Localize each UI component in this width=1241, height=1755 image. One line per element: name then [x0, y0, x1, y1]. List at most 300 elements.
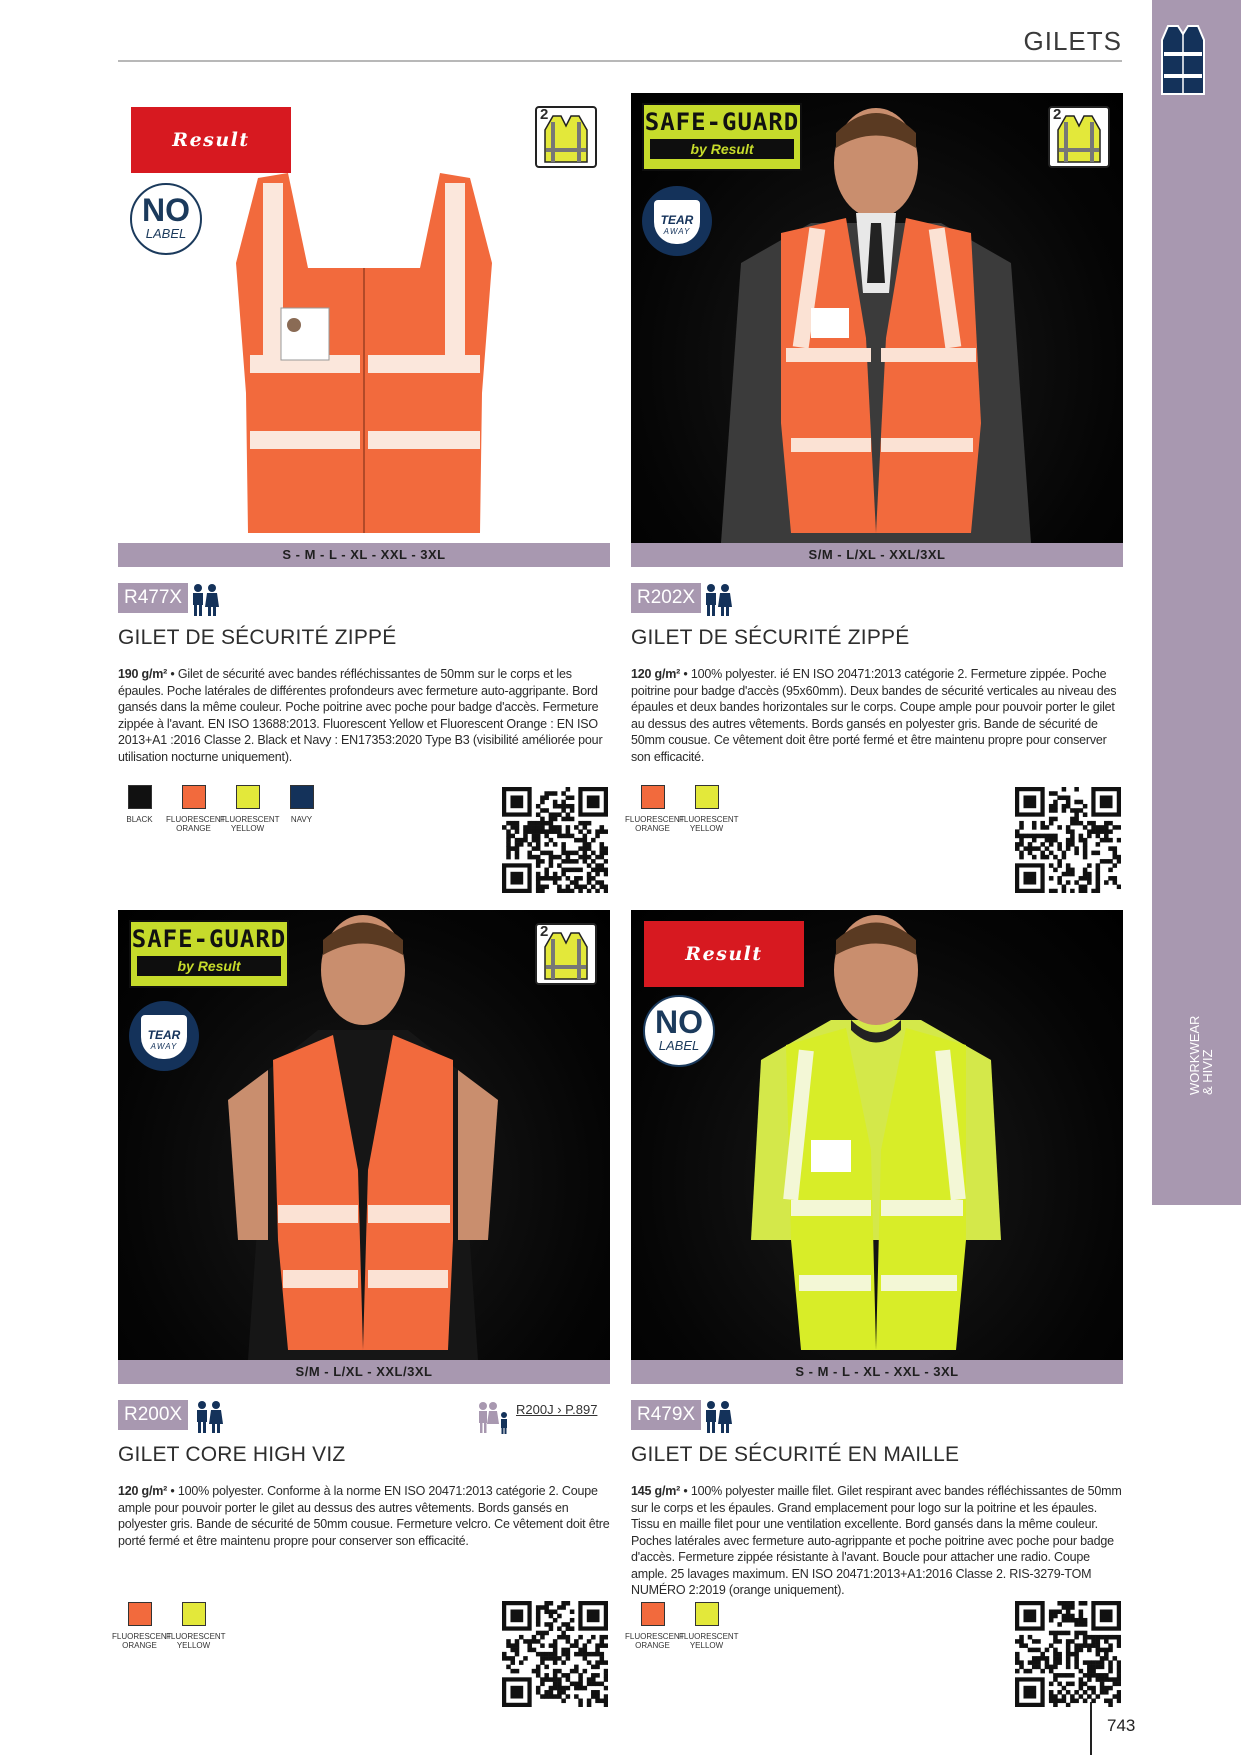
qr-module [1117, 859, 1121, 864]
color-swatch[interactable] [625, 785, 685, 833]
qr-module [510, 1669, 515, 1674]
qr-module [1049, 1694, 1054, 1699]
qr-module [1091, 1686, 1096, 1691]
qr-module [1032, 855, 1037, 860]
qr-module [561, 1601, 566, 1606]
qr-module [1066, 829, 1071, 834]
qr-module [591, 1677, 596, 1682]
qr-module [578, 1673, 583, 1678]
qr-module [1062, 1601, 1067, 1606]
qr-module [595, 1699, 600, 1704]
color-swatch[interactable] [112, 1602, 172, 1650]
qr-module [1032, 1639, 1037, 1644]
qr-module [536, 885, 541, 890]
qr-module [574, 838, 579, 843]
qr-module [527, 825, 532, 830]
swatch-box [695, 785, 719, 809]
qr-module [544, 834, 549, 839]
qr-module [532, 846, 537, 851]
qr-module [515, 855, 520, 860]
qr-module [549, 1643, 554, 1648]
qr-module [1104, 1635, 1109, 1640]
qr-module [1113, 863, 1118, 868]
qr-module [544, 1690, 549, 1695]
qr-module [540, 795, 545, 800]
qr-module [532, 1635, 537, 1640]
qr-module [544, 868, 549, 873]
qr-module [1049, 851, 1054, 856]
page-number: 743 [1107, 1716, 1136, 1735]
crossref-text[interactable]: R200J › P.897 [516, 1402, 598, 1417]
qr-module [1015, 1656, 1020, 1661]
qr-module [1032, 846, 1037, 851]
qr-module [561, 859, 566, 864]
qr-module [557, 1635, 562, 1640]
kids-family-icon [476, 1400, 510, 1434]
qr-finder-pattern [1023, 795, 1036, 808]
qr-module [1074, 1631, 1079, 1636]
qr-module [544, 795, 549, 800]
qr-module [1096, 1677, 1101, 1682]
qr-module [1087, 1643, 1092, 1648]
qr-module [595, 1665, 600, 1670]
qr-module [600, 825, 605, 830]
qr-module [1057, 795, 1062, 800]
qr-module [1070, 1605, 1075, 1610]
qr-module [1040, 821, 1045, 826]
qr-module [1028, 846, 1033, 851]
qr-module [1019, 851, 1024, 856]
qr-module [574, 1643, 579, 1648]
qr-module [1091, 1690, 1096, 1695]
color-swatch[interactable] [625, 1602, 685, 1650]
qr-module [1100, 825, 1105, 830]
qr-module [1015, 1660, 1020, 1665]
header-divider [118, 60, 1122, 62]
qr-module [1040, 851, 1045, 856]
qr-module [566, 1639, 571, 1644]
qr-module [544, 1609, 549, 1614]
qr-module [1074, 880, 1079, 885]
qr-module [1096, 868, 1101, 873]
qr-module [1100, 1635, 1105, 1640]
qr-module [566, 868, 571, 873]
qr-module [561, 1631, 566, 1636]
qr-module [578, 876, 583, 881]
qr-module [1019, 834, 1024, 839]
swatch-box [182, 1602, 206, 1626]
qr-module [1083, 825, 1088, 830]
qr-module [570, 1643, 575, 1648]
qr-module [561, 889, 566, 893]
qr-module [553, 800, 558, 805]
qr-module [566, 1601, 571, 1606]
qr-module [1049, 1614, 1054, 1619]
qr-module [549, 1626, 554, 1631]
qr-code[interactable] [502, 1601, 608, 1707]
color-swatch[interactable] [166, 785, 226, 833]
qr-module [553, 1694, 558, 1699]
swatch-box [695, 1602, 719, 1626]
qr-module [1074, 1648, 1079, 1653]
qr-module [1053, 838, 1058, 843]
qr-module [566, 1677, 571, 1682]
qr-module [1108, 868, 1113, 873]
color-swatch[interactable] [220, 785, 280, 833]
swatch-box [236, 785, 260, 809]
qr-module [595, 863, 600, 868]
qr-module [1070, 1694, 1075, 1699]
qr-module [540, 1694, 545, 1699]
size-bar: S/M - L/XL - XXL/3XL [118, 1360, 610, 1384]
qr-module [1104, 1673, 1109, 1678]
qr-module [540, 876, 545, 881]
qr-module [549, 838, 554, 843]
qr-module [557, 812, 562, 817]
qr-module [591, 1635, 596, 1640]
qr-module [540, 1631, 545, 1636]
color-swatch[interactable] [112, 785, 167, 824]
qr-module [1053, 1631, 1058, 1636]
sidebar-category-label [1188, 1016, 1214, 1095]
qr-module [561, 1652, 566, 1657]
qr-module [1087, 1660, 1092, 1665]
qr-module [604, 1643, 608, 1648]
qr-module [1091, 825, 1096, 830]
qr-module [1100, 829, 1105, 834]
qr-module [557, 825, 562, 830]
qr-module [583, 859, 588, 864]
qr-module [506, 855, 511, 860]
qr-module [1032, 825, 1037, 830]
qr-module [536, 1639, 541, 1644]
qr-module [553, 1660, 558, 1665]
qr-module [1053, 1699, 1058, 1704]
qr-module [1100, 1677, 1105, 1682]
qr-module [595, 889, 600, 893]
qr-module [553, 1673, 558, 1678]
qr-module [1079, 1614, 1084, 1619]
qr-module [549, 1652, 554, 1657]
qr-module [1117, 885, 1121, 890]
qr-module [1087, 1677, 1092, 1682]
qr-module [1028, 834, 1033, 839]
swatch-box [290, 785, 314, 809]
class-number: 2 [1053, 106, 1062, 123]
qr-module [574, 1669, 579, 1674]
qr-module [1066, 800, 1071, 805]
qr-module [1019, 1635, 1024, 1640]
qr-module [1108, 876, 1113, 881]
qr-module [591, 885, 596, 890]
qr-module [557, 804, 562, 809]
qr-module [1083, 1622, 1088, 1627]
qr-module [583, 1686, 588, 1691]
qr-module [1104, 859, 1109, 864]
qr-module [1057, 1622, 1062, 1627]
qr-module [540, 800, 545, 805]
qr-code[interactable] [502, 787, 608, 893]
product-description-text: 100% polyester maille filet. Gilet respirant avec bandes réfléchissantes de 50mm sur le corps et les épaules. Grand emplacement pour logo sur la poitrine et les épaules. Tissu en maille filet pour une ventilation excellente. Bord gansés dans la même couleur. Poches latérales avec fermeture auto-agrippante et poche poitrine avec poche pour badge d'accès. Fermeture zippée résistante à l'avant. Boucle pour attacher une radio. Coupe ample. 25 lavages maximum. EN ISO 20471:2013+A1:2016 Classe 2. RIS-3279-TOM NUMÉRO 2:2019 (orange uniquement). [631, 1484, 1122, 1597]
swatch-box [641, 785, 665, 809]
qr-module [1117, 1694, 1121, 1699]
qr-module [1091, 829, 1096, 834]
qr-module [595, 1652, 600, 1657]
qr-module [595, 1694, 600, 1699]
qr-module [574, 859, 579, 864]
qr-module [1062, 1614, 1067, 1619]
qr-module [544, 1673, 549, 1678]
qr-code[interactable] [1015, 1601, 1121, 1707]
qr-module [1070, 1601, 1075, 1606]
qr-module [549, 1690, 554, 1695]
qr-module [536, 834, 541, 839]
qr-module [532, 829, 537, 834]
qr-module [1066, 1631, 1071, 1636]
qr-module [544, 1694, 549, 1699]
qr-module [523, 834, 528, 839]
color-swatch[interactable] [274, 785, 329, 824]
qr-module [1083, 885, 1088, 890]
qr-finder-pattern [1023, 1686, 1036, 1699]
qr-module [549, 1694, 554, 1699]
qr-module [570, 795, 575, 800]
qr-module [1015, 834, 1020, 839]
qr-module [1066, 1665, 1071, 1670]
qr-module [578, 821, 583, 826]
away-text: AWAY [663, 227, 691, 236]
qr-module [1079, 838, 1084, 843]
qr-module [557, 876, 562, 881]
qr-module [583, 1656, 588, 1661]
qr-module [536, 812, 541, 817]
qr-module [587, 829, 592, 834]
size-bar: S/M - L/XL - XXL/3XL [631, 543, 1123, 567]
qr-module [583, 842, 588, 847]
qr-module [1062, 804, 1067, 809]
crossref-link[interactable] [516, 1402, 597, 1417]
qr-module [587, 889, 592, 893]
qr-module [570, 1626, 575, 1631]
qr-module [595, 1648, 600, 1653]
qr-module [1053, 1648, 1058, 1653]
qr-module [1117, 1699, 1121, 1704]
qr-module [1015, 1669, 1020, 1674]
tear-text: TEAR [660, 213, 694, 227]
qr-module [549, 825, 554, 830]
color-swatch[interactable] [166, 1602, 226, 1650]
qr-module [544, 842, 549, 847]
qr-module [1074, 787, 1079, 792]
qr-module [536, 1669, 541, 1674]
qr-module [553, 880, 558, 885]
qr-module [1036, 1639, 1041, 1644]
qr-module [1019, 838, 1024, 843]
color-swatch[interactable] [679, 785, 739, 833]
brand-safeguard-text: SAFE-GUARD [644, 108, 800, 136]
qr-module [587, 1703, 592, 1707]
qr-module [1104, 1699, 1109, 1704]
qr-module [1104, 1677, 1109, 1682]
qr-module [561, 817, 566, 822]
qr-module [578, 1635, 583, 1640]
qr-module [574, 1694, 579, 1699]
qr-module [1087, 829, 1092, 834]
qr-module [1053, 1660, 1058, 1665]
qr-module [1083, 1643, 1088, 1648]
qr-module [604, 1635, 608, 1640]
qr-module [1113, 846, 1118, 851]
qr-module [1040, 855, 1045, 860]
qr-module [1066, 825, 1071, 830]
qr-module [1100, 1660, 1105, 1665]
qr-module [1062, 1699, 1067, 1704]
qr-module [600, 863, 605, 868]
qr-module [1079, 1631, 1084, 1636]
qr-module [515, 1669, 520, 1674]
qr-module [1108, 838, 1113, 843]
qr-module [1062, 808, 1067, 813]
qr-module [536, 829, 541, 834]
qr-module [583, 825, 588, 830]
qr-module [540, 1643, 545, 1648]
qr-module [1070, 829, 1075, 834]
product-description: 120 g/m² • 100% polyester. ié EN ISO 20471:2013 catégorie 2. Fermeture zippée. Poche poitrine pour badge d'accès (95x60mm). Deux bandes de sécurité verticales au niveau des épaules et deux bandes horizontales sur le corps. Coupe ample pour pouvoir porter le gilet au dessus des autres vêtements. Bords gansés en polyester gris. Bande de sécurité de 50mm cousue. Ce vêtement doit être porté fermé et être maintenu propre pour conserver son efficacité. [631, 667, 1117, 764]
qr-module [1045, 1648, 1050, 1653]
qr-module [1108, 1677, 1113, 1682]
qr-module [1066, 1643, 1071, 1648]
qr-module [566, 795, 571, 800]
qr-module [561, 1686, 566, 1691]
qr-module [553, 1643, 558, 1648]
product-description-text: 100% polyester. Conforme à la norme EN ISO 20471:2013 catégorie 2. Coupe ample pour pouvoir porter le gilet au dessus des autres vêtements. Bords gansés en polyester gris. Bande de sécurité de 50mm cousue. Fermeture velcro. Ce vêtement doit être porté fermé et être maintenu propre pour conserver son efficacité. [118, 1484, 610, 1548]
qr-module [1028, 1669, 1033, 1674]
qr-module [519, 838, 524, 843]
qr-finder-pattern [510, 1609, 523, 1622]
color-swatch[interactable] [679, 1602, 739, 1650]
qr-module [604, 1673, 608, 1678]
qr-module [578, 1648, 583, 1653]
product-code: R200X [118, 1400, 188, 1430]
qr-module [1091, 1669, 1096, 1674]
qr-module [587, 876, 592, 881]
qr-module [574, 868, 579, 873]
qr-module [1066, 1614, 1071, 1619]
qr-module [1083, 1601, 1088, 1606]
qr-module [1104, 1639, 1109, 1644]
qr-code[interactable] [1015, 787, 1121, 893]
product-weight: 120 g/m² [631, 667, 681, 681]
qr-module [532, 1669, 537, 1674]
size-bar: S - M - L - XL - XXL - 3XL [118, 543, 610, 567]
qr-module [557, 1677, 562, 1682]
qr-module [1066, 1648, 1071, 1653]
no-label-text-2: LABEL [145, 226, 187, 241]
qr-module [536, 825, 541, 830]
qr-module [1104, 1656, 1109, 1661]
qr-module [1108, 829, 1113, 834]
qr-module [600, 1652, 605, 1657]
qr-module [566, 855, 571, 860]
qr-module [1104, 1648, 1109, 1653]
qr-module [1096, 834, 1101, 839]
qr-module [570, 859, 575, 864]
qr-module [536, 1673, 541, 1678]
qr-module [1062, 889, 1067, 893]
qr-module [1045, 1665, 1050, 1670]
class-2-badge [535, 106, 597, 168]
qr-module [515, 846, 520, 851]
qr-module [1070, 817, 1075, 822]
qr-module [553, 1682, 558, 1687]
qr-module [549, 1677, 554, 1682]
qr-module [1083, 1639, 1088, 1644]
qr-module [1096, 880, 1101, 885]
product-title: GILET DE SÉCURITÉ ZIPPÉ [631, 626, 910, 649]
qr-module [515, 851, 520, 856]
qr-module [566, 1652, 571, 1657]
qr-module [1083, 1699, 1088, 1704]
qr-module [1108, 846, 1113, 851]
qr-module [587, 842, 592, 847]
qr-module [540, 1660, 545, 1665]
qr-module [1049, 1643, 1054, 1648]
qr-module [1091, 821, 1096, 826]
qr-module [1091, 1665, 1096, 1670]
qr-module [1074, 1660, 1079, 1665]
qr-module [1053, 817, 1058, 822]
qr-module [1053, 791, 1058, 796]
qr-module [1057, 1660, 1062, 1665]
qr-module [1053, 808, 1058, 813]
qr-module [549, 821, 554, 826]
product-title: GILET DE SÉCURITÉ EN MAILLE [631, 1443, 960, 1466]
qr-module [1079, 1622, 1084, 1627]
qr-module [1053, 1609, 1058, 1614]
qr-module [1096, 1648, 1101, 1653]
qr-module [1100, 1656, 1105, 1661]
qr-module [604, 872, 608, 877]
qr-module [574, 876, 579, 881]
qr-module [1087, 1694, 1092, 1699]
qr-module [1057, 1699, 1062, 1704]
qr-module [1057, 1631, 1062, 1636]
qr-module [1066, 1673, 1071, 1678]
qr-module [553, 1656, 558, 1661]
qr-module [1036, 1656, 1041, 1661]
qr-module [536, 889, 541, 893]
qr-module [549, 829, 554, 834]
qr-module [553, 1669, 558, 1674]
qr-module [566, 1622, 571, 1627]
qr-module [1096, 1643, 1101, 1648]
qr-module [604, 1703, 608, 1707]
qr-module [583, 846, 588, 851]
qr-module [1053, 1635, 1058, 1640]
qr-module [1096, 872, 1101, 877]
qr-module [587, 821, 592, 826]
qr-module [540, 851, 545, 856]
qr-module [544, 1652, 549, 1657]
qr-module [595, 855, 600, 860]
qr-module [1104, 834, 1109, 839]
qr-module [1049, 1631, 1054, 1636]
qr-module [544, 1665, 549, 1670]
qr-module [553, 791, 558, 796]
qr-module [557, 1614, 562, 1619]
qr-module [540, 1656, 545, 1661]
tear-away-inner [141, 1015, 187, 1059]
